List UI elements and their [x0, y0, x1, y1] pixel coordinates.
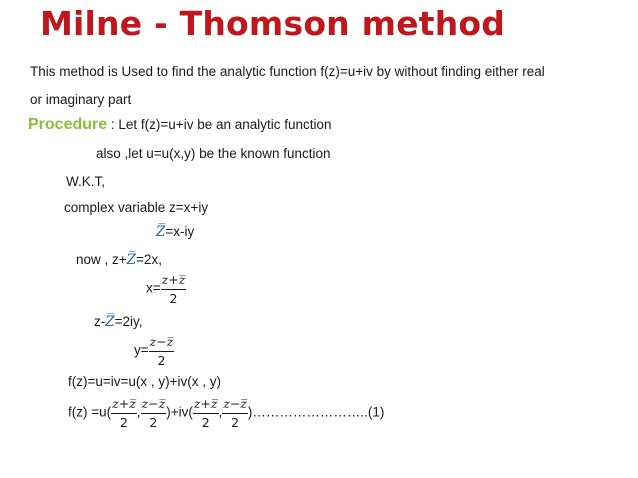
fraction-denominator: 2 — [119, 414, 128, 430]
f2-end: )……………………..(1) — [247, 404, 385, 420]
fraction-numerator: z+z̅ — [161, 272, 187, 290]
z-minus-prefix: z- — [94, 314, 106, 329]
procedure-text: Let f(z)=u+iv be an analytic function — [118, 117, 332, 132]
x-equation — [146, 272, 186, 306]
x-fraction — [161, 272, 187, 306]
fraction-numerator: z+z̅ — [111, 396, 137, 414]
y-eq-label: y= — [134, 342, 149, 358]
y-equation — [134, 334, 174, 368]
now-prefix: now , z+ — [76, 252, 127, 267]
fraction-denominator: 2 — [169, 290, 178, 306]
zbar-equation — [156, 224, 194, 240]
intro-line-2: or imaginary part — [30, 92, 132, 107]
fraction-denominator: 2 — [231, 414, 240, 430]
now-suffix: =2x, — [136, 252, 162, 267]
f2-mid: )+iv( — [166, 404, 193, 420]
page-title: Milne - Thomson method — [40, 4, 506, 43]
procedure-label: Procedure — [28, 116, 108, 133]
intro-line-1: This method is Used to find the analytic function f(z)=u+iv by without finding either real — [30, 64, 545, 79]
fraction-plus — [111, 396, 137, 430]
y-fraction — [149, 334, 175, 368]
fraction-denominator: 2 — [149, 414, 158, 430]
fraction-plus — [193, 396, 219, 430]
zbar-symbol: Z̅ — [105, 314, 115, 330]
z-minus-line — [94, 314, 143, 330]
fraction-numerator: z−z̅ — [141, 396, 167, 414]
wkt-line: W.K.T, — [66, 174, 106, 189]
f-expansion-line — [68, 396, 384, 430]
comma: , — [136, 404, 141, 420]
fraction-numerator: z+z̅ — [193, 396, 219, 414]
zbar-symbol: Z̅ — [156, 224, 166, 240]
also-line: also ,let u=u(x,y) be the known function — [96, 146, 331, 161]
z-minus-suffix: =2iy, — [114, 314, 143, 329]
fraction-numerator: z−z̅ — [149, 334, 175, 352]
fraction-minus — [222, 396, 248, 430]
comma: , — [218, 404, 223, 420]
fraction-denominator: 2 — [157, 352, 166, 368]
fraction-minus — [141, 396, 167, 430]
procedure-colon: : — [107, 117, 119, 132]
zbar-equation-rhs: =x-iy — [165, 224, 195, 239]
fraction-denominator: 2 — [201, 414, 210, 430]
f2-prefix: f(z) =u( — [68, 404, 112, 420]
f-line: f(z)=u=iv=u(x , y)+iv(x , y) — [68, 374, 222, 389]
procedure-line — [28, 116, 332, 134]
zbar-symbol: Z̅ — [126, 252, 137, 268]
x-eq-label: x= — [146, 280, 161, 296]
fraction-numerator: z−z̅ — [222, 396, 248, 414]
now-line — [76, 252, 162, 268]
complex-variable-line: complex variable z=x+iy — [64, 200, 209, 215]
